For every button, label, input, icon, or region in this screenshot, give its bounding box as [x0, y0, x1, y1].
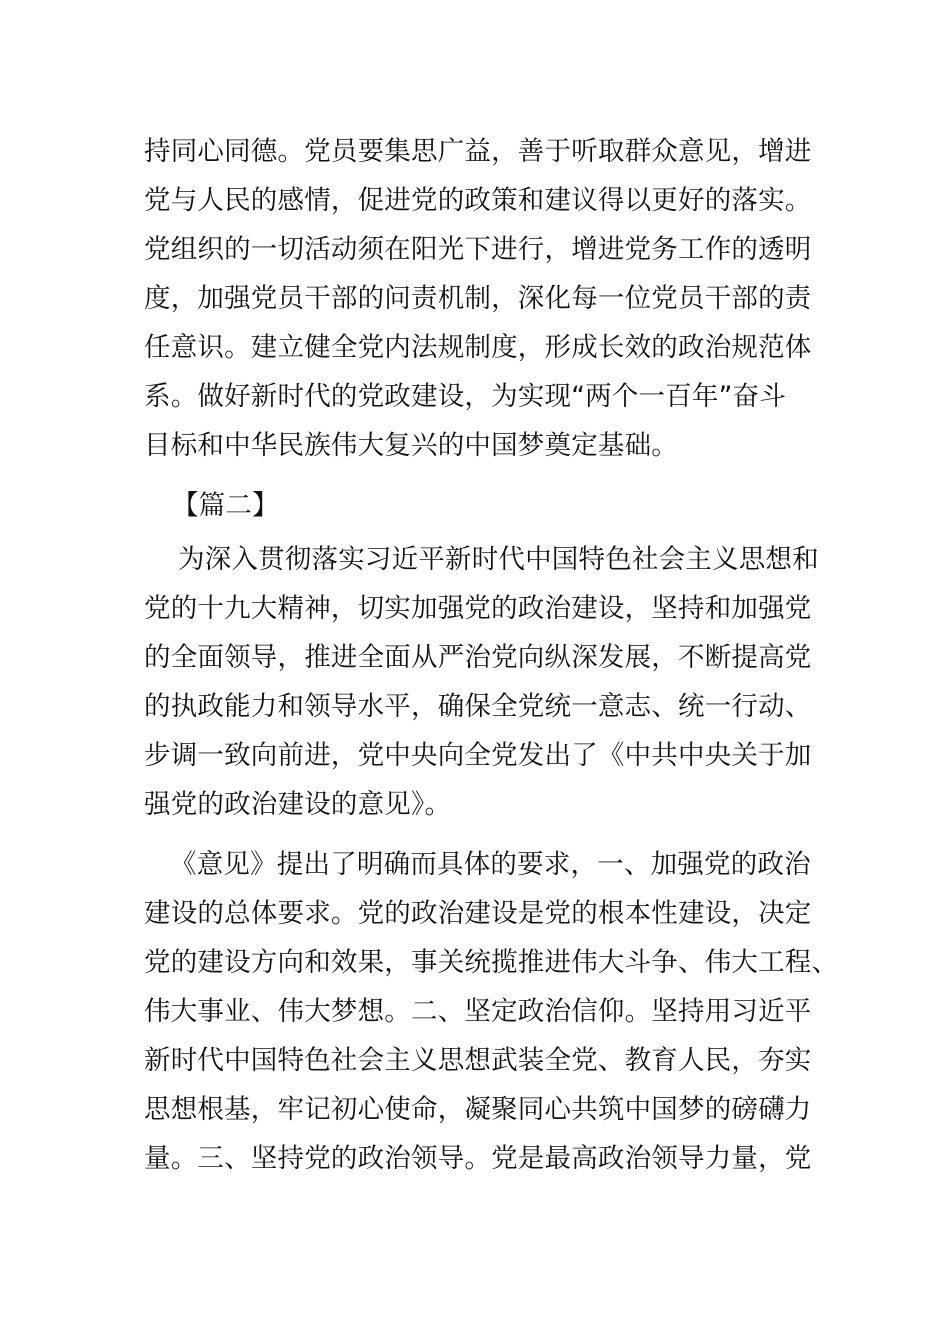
text-line: 党与人民的感情，促进党的政策和建议得以更好的落实。 — [144, 185, 812, 216]
text-line: 《意见》提出了明确而具体的要求，一、加强党的政治 — [170, 849, 811, 880]
text-line: 伟大事业、伟大梦想。二、坚定政治信仰。坚持用习近平 — [144, 996, 812, 1027]
text-line: 为深入贯彻落实习近平新时代中国特色社会主义思想和 — [178, 544, 819, 575]
text-line: 的执政能力和领导水平，确保全党统一意志、统一行动、 — [144, 691, 812, 722]
text-line: 量。三、坚持党的政治领导。党是最高政治领导力量，党 — [144, 1143, 812, 1174]
section-heading-text: 【篇二】 — [172, 490, 279, 521]
text-line: 建设的总体要求。党的政治建设是党的根本性建设，决定 — [144, 898, 812, 929]
text-line: 党组织的一切活动须在阳光下进行，增进党务工作的透明 — [144, 234, 812, 265]
text-line: 持同心同德。党员要集思广益，善于听取群众意见，增进 — [144, 136, 812, 167]
text-line: 思想根基，牢记初心使命，凝聚同心共筑中国梦的磅礴力 — [144, 1094, 812, 1125]
text-line: 任意识。建立健全党内法规制度，形成长效的政治规范体 — [144, 332, 812, 363]
text-line: 度，加强党员干部的问责机制，深化每一位党员干部的责 — [144, 283, 812, 314]
text-line: 强党的政治建设的意见》。 — [144, 789, 452, 820]
text-line: 新时代中国特色社会主义思想武装全党、教育人民，夯实 — [144, 1045, 812, 1076]
text-line: 党的十九大精神，切实加强党的政治建设，坚持和加强党 — [144, 593, 812, 624]
text-line: 目标和中华民族伟大复兴的中国梦奠定基础。 — [144, 430, 678, 461]
text-line: 步调一致向前进，党中央向全党发出了《中共中央关于加 — [144, 740, 812, 771]
text-line: 党的建设方向和效果，事关统揽推进伟大斗争、伟大工程、 — [144, 947, 839, 978]
text-line: 的全面领导，推进全面从严治党向纵深发展，不断提高党 — [144, 642, 812, 673]
text-line: 系。做好新时代的党政建设，为实现“两个一百年”奋斗 — [144, 381, 786, 412]
